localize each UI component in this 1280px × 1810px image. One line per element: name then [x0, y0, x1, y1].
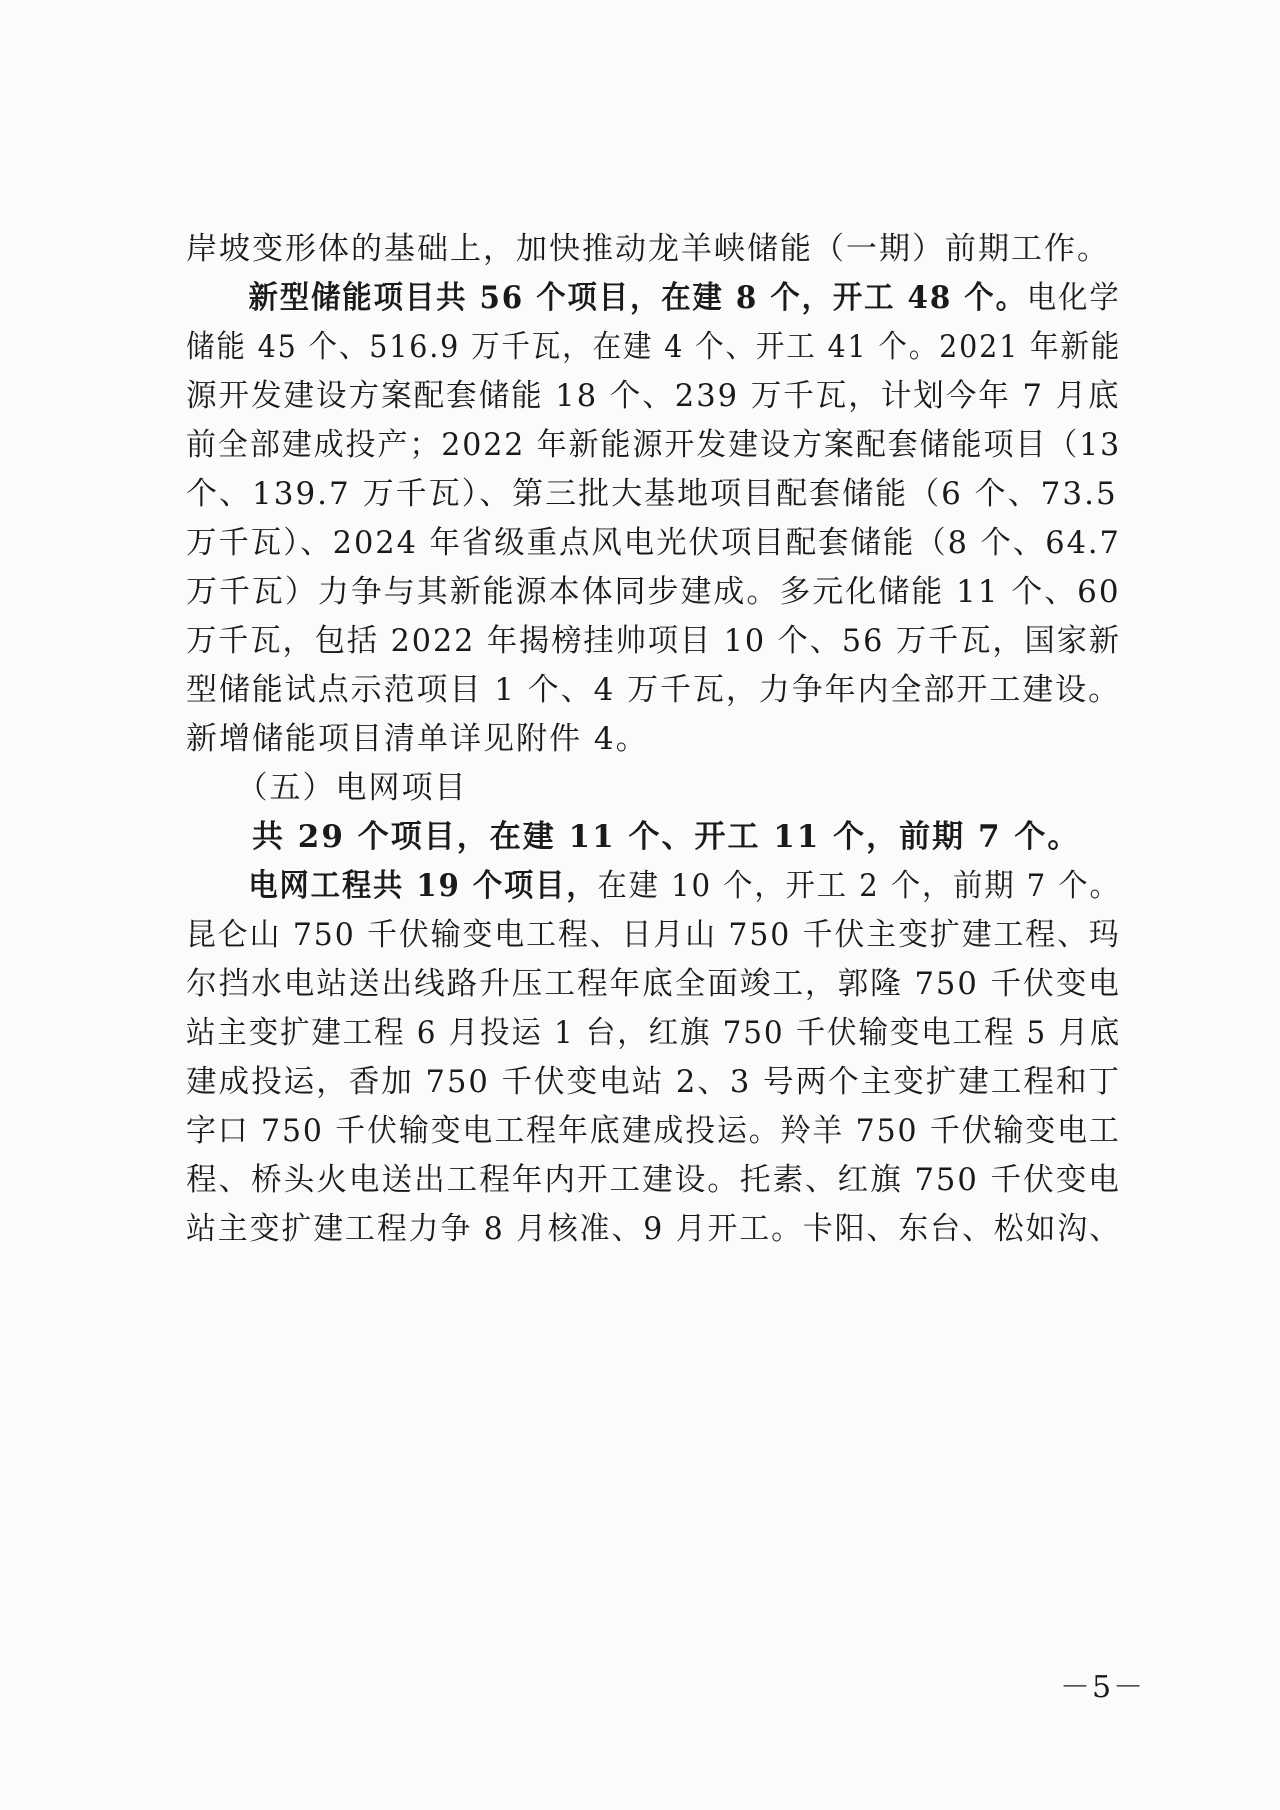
text-line — [186, 670, 1122, 710]
text-segment: 新型储能项目共 56 个项目，在建 8 个，开工 48 个。 — [186, 280, 1027, 316]
text-segment: 型储能试点示范项目 1 个、4 万千瓦，力争年内全部开工建设。 — [186, 672, 1122, 708]
text-segment: 万千瓦）、2024 年省级重点风电光伏项目配套储能（8 个、64.7 — [186, 525, 1121, 561]
text-segment: 建成投运，香加 750 千伏变电站 2、3 号两个主变扩建工程和丁 — [186, 1064, 1122, 1100]
text-line — [186, 474, 1121, 514]
text-segment: 电网工程共 19 个项目， — [186, 868, 598, 904]
text-line — [186, 229, 1121, 269]
text-line — [186, 1013, 1122, 1053]
text-line — [186, 327, 1122, 367]
section-heading — [186, 768, 1121, 808]
text-segment: 在建 10 个，开工 2 个，前期 7 个。 — [597, 868, 1121, 904]
text-segment: 电化学 — [1026, 280, 1121, 316]
text-line — [186, 572, 1120, 612]
text-line — [186, 964, 1121, 1004]
text-segment: 储能 45 个、516.9 万千瓦，在建 4 个、开工 41 个。2021 年新能 — [186, 329, 1122, 365]
text-segment: 个、139.7 万千瓦）、第三批大基地项目配套储能（6 个、73.5 — [186, 476, 1118, 512]
text-segment: 共 29 个项目，在建 11 个、开工 11 个，前期 7 个。 — [186, 819, 1081, 855]
text-segment: 新增储能项目清单详见附件 4。 — [186, 721, 649, 757]
text-line — [186, 817, 1121, 857]
text-line — [186, 523, 1121, 563]
text-segment: 前全部建成投产；2022 年新能源开发建设方案配套储能项目（13 — [186, 427, 1122, 463]
text-line — [186, 376, 1121, 416]
text-line — [186, 278, 1121, 318]
text-line — [186, 425, 1122, 465]
text-segment: 源开发建设方案配套储能 18 个、239 万千瓦，计划今年 7 月底 — [186, 378, 1121, 414]
text-line — [186, 1160, 1121, 1200]
text-segment: 岸坡变形体的基础上，加快推动龙羊峡储能（一期）前期工作。 — [186, 231, 1110, 267]
text-line — [186, 719, 1121, 759]
page-number: －5－ — [1060, 1670, 1146, 1705]
text-segment: 站主变扩建工程力争 8 月核准、9 月开工。卡阳、东台、松如沟、 — [186, 1211, 1121, 1247]
text-segment: 万千瓦）力争与其新能源本体同步建成。多元化储能 11 个、60 — [186, 574, 1121, 610]
text-segment: 昆仑山 750 千伏输变电工程、日月山 750 千伏主变扩建工程、玛 — [186, 917, 1121, 953]
text-line — [186, 621, 1122, 661]
text-segment: 尔挡水电站送出线路升压工程年底全面竣工，郭隆 750 千伏变电 — [186, 966, 1121, 1002]
text-line — [186, 1209, 1121, 1249]
text-segment: 站主变扩建工程 6 月投运 1 台，红旗 750 千伏输变电工程 5 月底 — [186, 1015, 1122, 1051]
text-segment: （五）电网项目 — [186, 770, 468, 806]
text-line — [186, 1111, 1121, 1151]
text-line — [186, 866, 1121, 906]
text-segment: 万千瓦，包括 2022 年揭榜挂帅项目 10 个、56 万千瓦，国家新 — [186, 623, 1122, 659]
text-line — [186, 915, 1121, 955]
text-line — [186, 1062, 1122, 1102]
text-segment: 字口 750 千伏输变电工程年底建成投运。羚羊 750 千伏输变电工 — [186, 1113, 1121, 1149]
text-segment: 程、桥头火电送出工程年内开工建设。托素、红旗 750 千伏变电 — [186, 1162, 1121, 1198]
